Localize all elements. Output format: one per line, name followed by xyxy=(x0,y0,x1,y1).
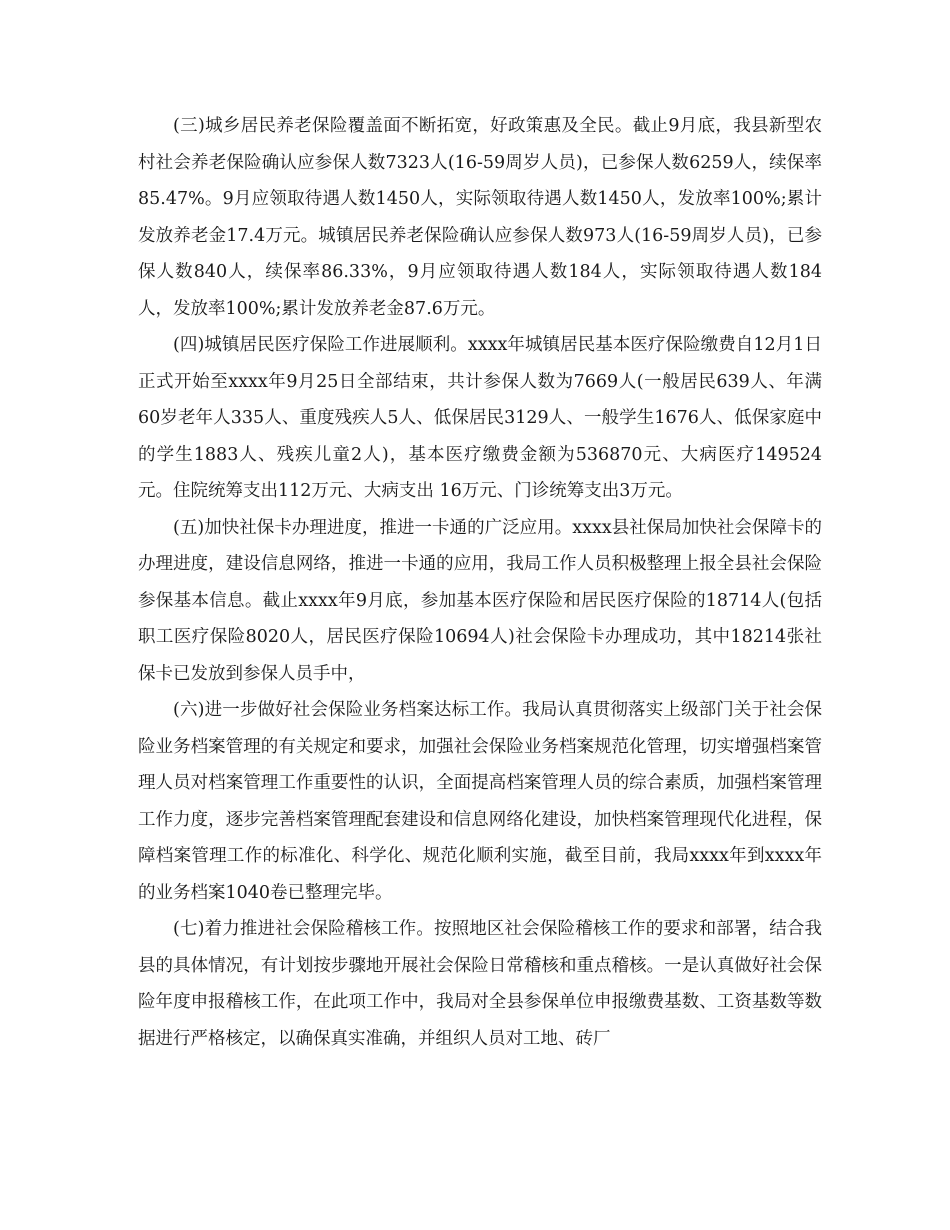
paragraph-social-security-card: (五)加快社保卡办理进度，推进一卡通的广泛应用。xxxx县社保局加快社会保障卡的办理进度，建设信息网络，推进一卡通的应用，我局工作人员积极整理上报全县社会保险参保基本信息。截止xxxx年9月底，参加基本医疗保险和居民医疗保险的18714人(包括职工医疗保险8020人，居民医疗保险10694人)社会保险卡办理成功，其中18214张社保卡已发放到参保人员手中， xyxy=(138,517,822,684)
paragraph-pension-coverage: (三)城乡居民养老保险覆盖面不断拓宽，好政策惠及全民。截止9月底，我县新型农村社会养老保险确认应参保人数7323人(16-59周岁人员)，已参保人数6259人，续保率85.47%。9月应领取待遇人数1450人，实际领取待遇人数1450人，发放率100%;累计发放养老金17.4万元。城镇居民养老保险确认应参保人数973人(16-59周岁人员)，已参保人数840人，续保率86.33%，9月应领取待遇人数184人，实际领取待遇人数184人，发放率100%;累计发放养老金87.6万元。 xyxy=(138,116,822,319)
paragraph-archive-standards: (六)进一步做好社会保险业务档案达标工作。我局认真贯彻落实上级部门关于社会保险业务档案管理的有关规定和要求，加强社会保险业务档案规范化管理，切实增强档案管理人员对档案管理工作重要性的认识，全面提高档案管理人员的综合素质，加强档案管理工作力度，逐步完善档案管理配套建设和信息网络化建设，加快档案管理现代化进程，保障档案管理工作的标准化、科学化、规范化顺利实施，截至目前，我局xxxx年到xxxx年的业务档案1040卷已整理完毕。 xyxy=(138,700,822,903)
document-body xyxy=(138,108,840,1057)
paragraph-insurance-audit: (七)着力推进社会保险稽核工作。按照地区社会保险稽核工作的要求和部署，结合我县的具体情况，有计划按步骤地开展社会保险日常稽核和重点稽核。一是认真做好社会保险年度申报稽核工作，在此项工作中，我局对全县参保单位申报缴费基数、工资基数等数据进行严格核定，以确保真实准确，并组织人员对工地、砖厂 xyxy=(138,919,822,1049)
paragraph-medical-insurance: (四)城镇居民医疗保险工作进展顺利。xxxx年城镇居民基本医疗保险缴费自12月1日 正式开始至xxxx年9月25日全部结束，共计参保人数为7669人(一般居民639人、年满60岁老年人335人、重度残疾人5人、低保居民3129人、一般学生1676人、低保家庭中的学生1883人、残疾儿童2人)，基本医疗缴费金额为536870元、大病医疗149524元。住院统筹支出112万元、大病支出 16万元、门诊统筹支出3万元。 xyxy=(138,335,840,501)
